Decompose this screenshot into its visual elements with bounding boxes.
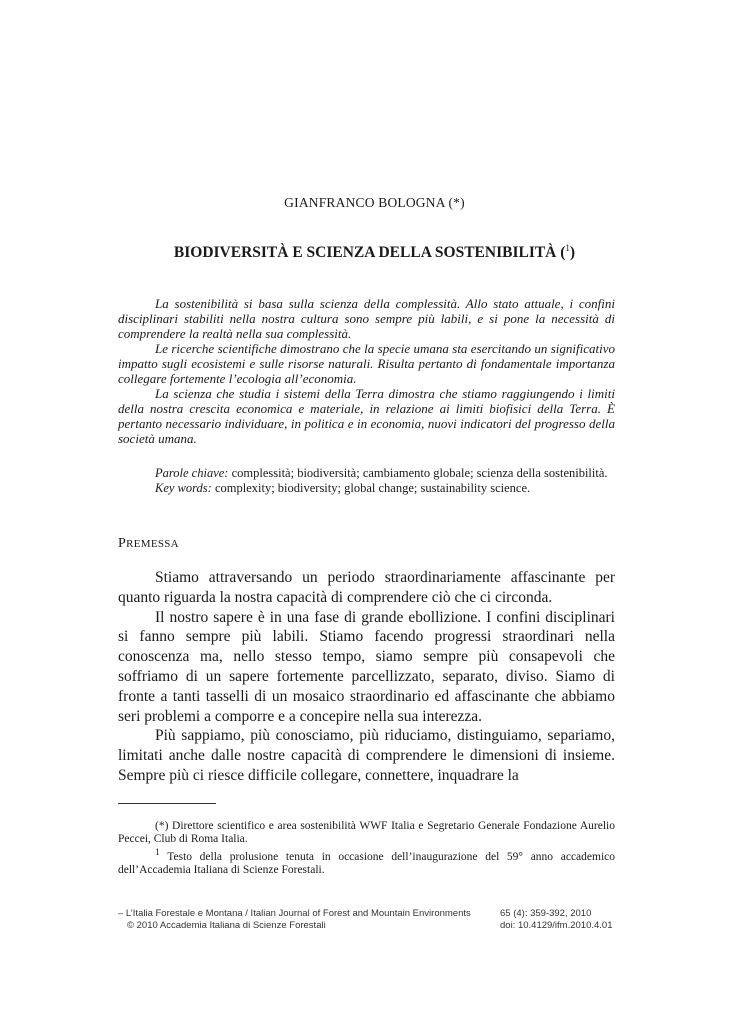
keywords-english-label: Key words: bbox=[155, 481, 212, 495]
article-title bbox=[0, 243, 749, 262]
footer-right bbox=[500, 908, 640, 932]
abstract-paragraph: Le ricerche scientifiche dimostrano che la specie umana sta esercitando un significativo impatto sugli ecosistemi e sulle risorse naturali. Risulta pertanto di fondamentale importanza collegare fortemente l’ecologia all’economia. bbox=[118, 341, 615, 386]
body-paragraph: Stiamo attraversando un periodo straordinariamente affascinante per quanto riguarda la nostra capacità di comprendere ciò che ci circonda. bbox=[118, 569, 615, 606]
footnote-1-mark: 1 bbox=[155, 847, 160, 858]
footnote-1-text: Testo della prolusione tenuta in occasione dell’inaugurazione del 59° anno accademico dell’Accademia Italiana di Scienze Forestali. bbox=[118, 850, 615, 876]
abstract bbox=[118, 296, 615, 446]
body-text bbox=[118, 568, 615, 786]
keywords-block bbox=[118, 466, 615, 496]
footer-journal: – L’Italia Forestale e Montana / Italian Journal of Forest and Mountain Environments bbox=[118, 908, 471, 919]
footer-left bbox=[118, 908, 498, 932]
title-close-paren: ) bbox=[569, 244, 576, 262]
footnote-author: (*) Direttore scientifico e area sostenibilità WWF Italia e Segretario Generale Fondazione Aurelio Peccei, Club di Roma Italia. bbox=[118, 820, 615, 845]
title-text: BIODIVERSITÀ E SCIENZA DELLA SOSTENIBILITÀ ( bbox=[173, 244, 566, 262]
footer-doi: doi: 10.4129/ifm.2010.4.01 bbox=[500, 920, 613, 931]
author-line: GIANFRANCO BOLOGNA (*) bbox=[284, 195, 465, 210]
body-paragraph: Il nostro sapere è in una fase di grande ebollizione. I confini disciplinari si fanno sempre più labili. Stiamo facendo progressi straordinari nella conoscenza ma, nello stesso tempo, siamo sempre più consapevoli che soffriamo di un sapere fortemente parcellizzato, separato, diviso. Siamo di fronte a tanti tasselli di un mosaico straordinario ed affascinante che abbiamo seri problemi a comporre e a concepire nella sua interezza. bbox=[118, 608, 615, 725]
keywords-italian bbox=[118, 466, 615, 481]
footer-volume: 65 (4): 359-392, 2010 bbox=[500, 908, 592, 919]
footnotes bbox=[118, 820, 615, 877]
footnote-divider bbox=[118, 803, 216, 804]
keywords-english bbox=[118, 481, 615, 496]
section-heading bbox=[118, 535, 179, 552]
keywords-english-text: complexity; biodiversity; global change; sustainability science. bbox=[211, 481, 531, 495]
abstract-paragraph: La sostenibilità si basa sulla scienza della complessità. Allo stato attuale, i confini disciplinari stabiliti nella nostra cultura sono sempre più labili, e si pone la necessità di comprendere la realtà nella sua complessità. bbox=[118, 296, 615, 341]
section-heading-rest: REMESSA bbox=[126, 538, 179, 550]
section-heading-initial: P bbox=[118, 536, 127, 551]
title-footnote-mark: 1 bbox=[565, 243, 570, 253]
footer-copyright: © 2010 Accademia Italiana di Scienze Forestali bbox=[127, 920, 326, 931]
abstract-paragraph: La scienza che studia i sistemi della Terra dimostra che stiamo raggiungendo i limiti della nostra crescita economica e materiale, in relazione ai limiti biofisici della Terra. È pertanto necessario individuare, in politica e in economia, nuovi indicatori del progresso della società umana. bbox=[118, 386, 615, 446]
footnote-1 bbox=[118, 846, 615, 877]
keywords-italian-text: complessità; biodiversità; cambiamento globale; scienza della sostenibilità. bbox=[228, 466, 608, 480]
keywords-italian-label: Parole chiave: bbox=[155, 466, 229, 480]
body-paragraph: Più sappiamo, più conosciamo, più riduciamo, distinguiamo, separiamo, limitati anche dalle nostre capacità di comprendere le dimensioni di insieme. Sempre più ci riesce difficile collegare, connettere, inquadrare la bbox=[118, 727, 615, 784]
